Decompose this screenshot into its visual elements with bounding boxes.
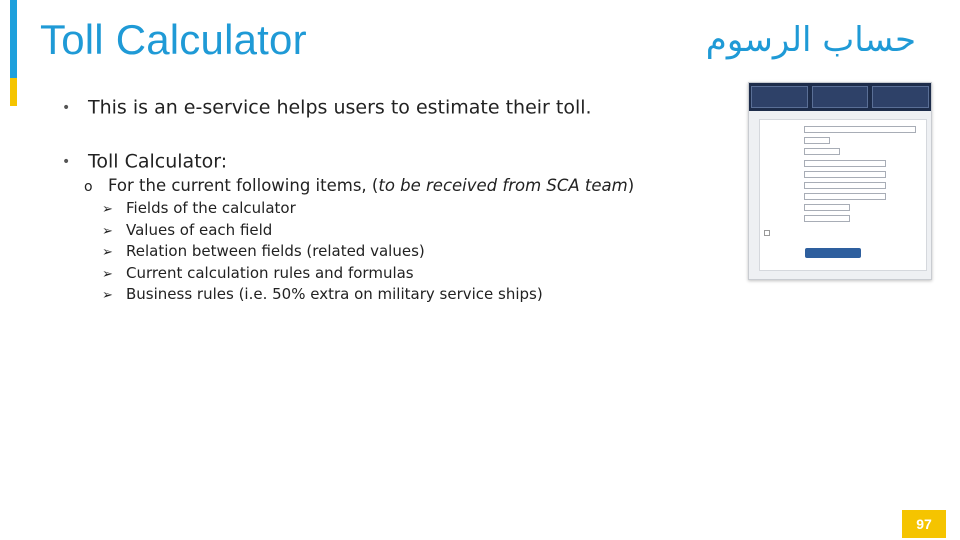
arrow-bullet-icon: ➢ <box>102 245 113 260</box>
bullet-1 <box>62 96 592 119</box>
list-item-text: Values of each field <box>126 220 273 239</box>
list-item-text: Fields of the calculator <box>126 199 296 217</box>
list-item <box>102 264 543 286</box>
list-item <box>102 199 543 221</box>
list-item-text: Relation between fields (related values) <box>126 242 425 260</box>
bullet-1-text: This is an e-service helps users to estimate their toll. <box>88 96 592 119</box>
screenshot-row <box>764 137 920 143</box>
bullet-2 <box>62 150 227 173</box>
circle-bullet-icon: o <box>84 179 93 195</box>
page-number: 97 <box>902 510 946 538</box>
screenshot-header-cell <box>872 86 929 108</box>
screenshot-header-cell <box>751 86 808 108</box>
screenshot-row <box>764 171 920 177</box>
arrow-bullet-icon: ➢ <box>102 202 113 217</box>
list-item-text: Business rules (i.e. 50% extra on military service ships) <box>126 285 543 303</box>
sub-bullet-emphasis: to be received from SCA team <box>378 176 628 195</box>
screenshot-checkbox <box>764 230 770 236</box>
screenshot-header <box>749 83 931 111</box>
page-title: Toll Calculator <box>40 16 307 63</box>
screenshot-row <box>764 182 920 188</box>
screenshot-header-cell <box>812 86 869 108</box>
screenshot-row <box>764 148 920 154</box>
bullet-2-text: Toll Calculator: <box>88 150 228 173</box>
list-item <box>102 285 543 307</box>
arrow-bullet-icon: ➢ <box>102 288 113 303</box>
accent-bar-yellow <box>10 78 17 106</box>
calculator-screenshot-image <box>748 82 932 280</box>
screenshot-form <box>759 119 927 271</box>
arrow-bullet-icon: ➢ <box>102 266 113 282</box>
screenshot-row <box>764 193 920 199</box>
screenshot-row <box>764 215 920 221</box>
bullet-dot-icon: • <box>62 153 71 170</box>
screenshot-row <box>764 126 920 132</box>
list-item-text: Current calculation rules and formulas <box>126 263 414 282</box>
bullet-dot-icon: • <box>62 99 71 116</box>
items-list <box>102 199 543 307</box>
accent-bar-blue <box>10 0 17 78</box>
sub-bullet-prefix: For the current following items, ( <box>108 176 379 195</box>
list-item <box>102 242 543 264</box>
sub-bullet-suffix: ) <box>627 176 635 195</box>
screenshot-calculate-button <box>805 248 861 258</box>
screenshot-row <box>764 160 920 166</box>
sub-bullet <box>84 176 634 195</box>
list-item <box>102 221 543 243</box>
screenshot-row <box>764 204 920 210</box>
page-title-arabic: حساب الرسوم <box>705 20 916 60</box>
arrow-bullet-icon: ➢ <box>102 223 113 239</box>
